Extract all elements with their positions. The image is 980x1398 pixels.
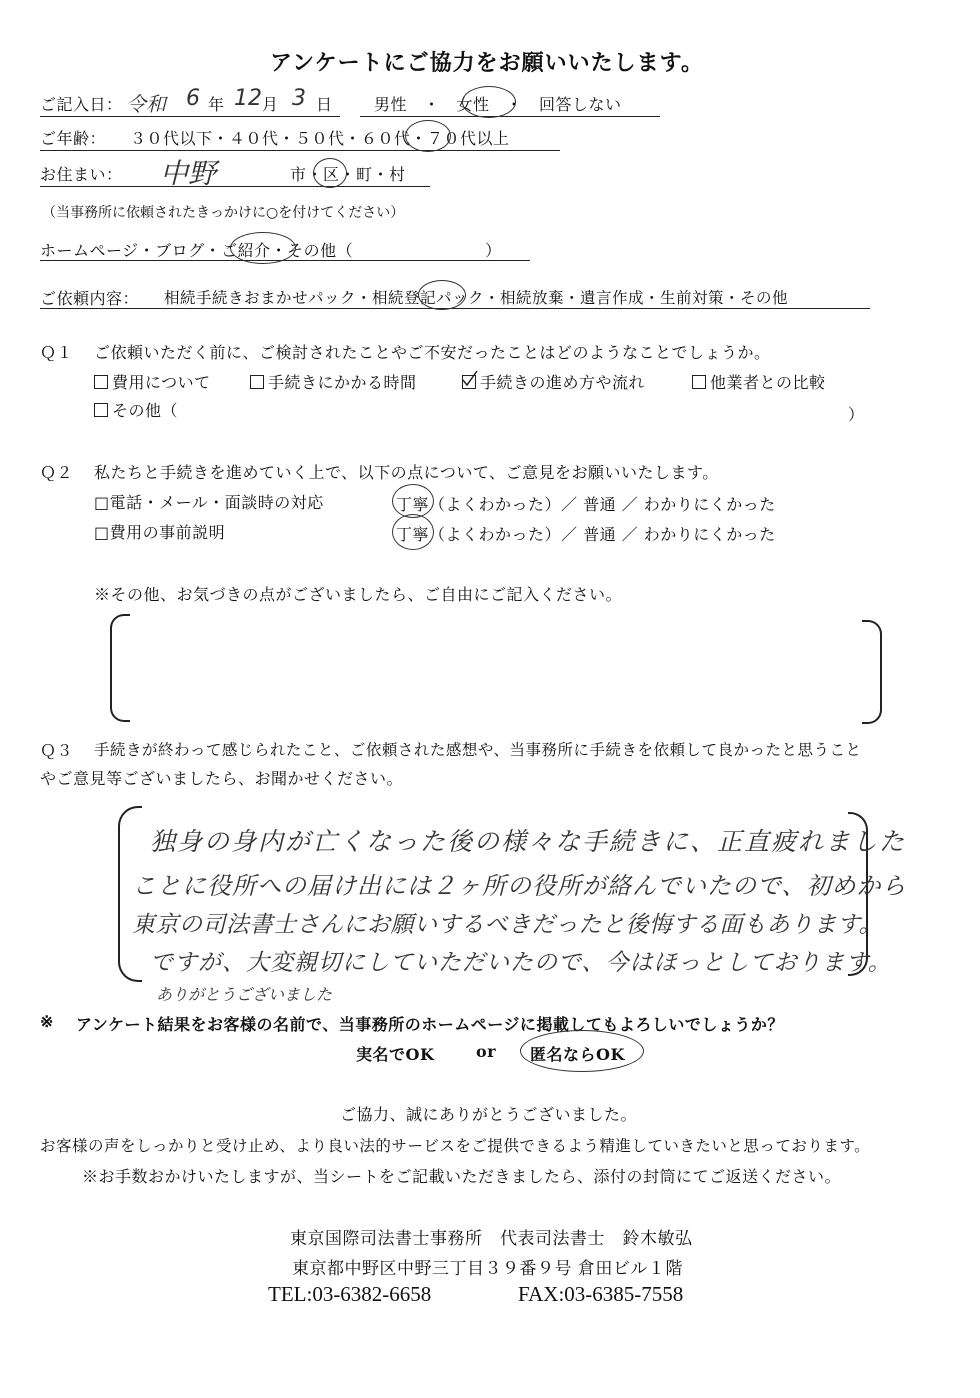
q1-option-compare: 他業者との比較 [692,370,826,393]
age-selected-circle [405,120,451,152]
gender-selected-circle [462,86,516,118]
request-label: ご依頼内容： [40,289,140,308]
q2-question: 私たちと手続きを進めていく上で、以下の点について、ご意見をお願いいたします。 [94,463,719,482]
publish-anonymous: 匿名ならOK [530,1045,625,1064]
q2-row1-selected-circle [392,484,434,518]
request-options: 相続手続きおまかせパック・相続登記パック・相続放棄・遺言作成・生前対策・その他 [164,289,789,307]
office-fax: FAX:03-6385-7558 [518,1282,684,1306]
era-handwritten: 令和 [126,92,166,116]
year-unit: 年 [208,95,225,114]
q2-row-options: 丁寧（よくわかった）／ 普通 ／ わかりにくかった [396,495,776,514]
month-handwritten: 12 [234,86,262,111]
q2-row-label: □電話・メール・面談時の対応 [94,493,324,512]
date-field [40,86,340,117]
answer-line: 東京の司法書士さんにお願いするべきだったと後悔する面もあります。 [132,912,883,938]
month-unit: 月 [262,95,279,114]
q1-option-cost: 費用について [94,370,211,393]
checkbox-icon [250,375,264,389]
q1-option-time: 手続きにかかる時間 [250,370,417,393]
q1-question: ご依頼いただく前に、ご検討されたことやご不安だったことはどのようなことでしょうか。 [94,343,771,362]
age-label: ご年齢： [40,129,107,148]
address-label: お住まい： [40,165,123,184]
request-selected-circle [418,280,466,310]
checkbox-icon [94,375,108,389]
address-handwritten: 中野 [160,157,217,190]
answer-line: ことに役所への届け出には２ヶ所の役所が絡んでいたので、初めから [132,872,907,900]
address-selected-circle [313,158,347,188]
office-name: 東京国際司法書士事務所 代表司法書士 鈴木敏弘 [290,1229,693,1249]
date-label: ご記入日： [40,95,123,114]
trigger-selected-circle [230,232,296,264]
answer-line: 独身の身内が亡くなった後の様々な手続きに、正直疲れました [150,827,907,856]
q2-free-prompt: ※その他、お気づきの点がございましたら、ご自由にご記入ください。 [94,585,623,604]
publish-or: or [476,1042,497,1061]
q2-number: Ｑ２ [40,463,74,482]
comment-bracket-left [110,614,130,722]
checkbox-icon [692,375,706,389]
q1-other-close: ） [848,405,865,424]
closing-thanks: ご協力、誠にありがとうございました。 [340,1105,638,1124]
q2-row-label: □費用の事前説明 [94,523,226,542]
q3-question-line2: やご意見等ございましたら、お聞かせください。 [40,769,404,788]
q2-row-options: 丁寧（よくわかった）／ 普通 ／ わかりにくかった [396,525,776,544]
answer-line: ありがとうございました [156,985,333,1004]
day-handwritten: 3 [292,86,306,111]
age-field [40,124,560,151]
trigger-note: （当事務所に依頼されたきっかけに○を付けてください） [42,205,405,221]
office-tel: TEL:03-6382-6658 [268,1282,432,1306]
closing-line2: お客様の声をしっかりと受け止め、より良い法的サービスをご提供できるよう精進していきたいと思っております。 [40,1137,871,1155]
year-handwritten: 6 [186,86,200,111]
checkbox-checked-icon [462,375,476,389]
publish-selected-circle [520,1030,644,1072]
address-field [40,157,430,190]
q1-number: Ｑ１ [40,343,74,362]
publish-question: アンケート結果をお客様の名前で、当事務所のホームページに掲載してもよろしいでしょうか？ [76,1015,784,1034]
answer-line: ですが、大変親切にしていただいたので、今はほっとしております。 [150,950,892,976]
q1-option-other: その他（ [94,398,178,421]
day-unit: 日 [316,95,333,114]
page-title: アンケートにご協力をお願いいたします。 [270,50,704,76]
publish-mark: ※ [40,1012,54,1031]
trigger-options: ホームページ・ブログ・ご紹介・その他（ ） [40,241,502,260]
q3-number: Ｑ３ [40,741,74,760]
comment-bracket-right [862,620,882,724]
age-options: ３０代以下・４０代・５０代・６０代・７０代以上 [130,129,510,148]
q2-row2-selected-circle [392,514,434,550]
publish-real-name: 実名でOK [356,1045,435,1064]
closing-line3: ※お手数おかけいたしますが、当シートをご記載いただきましたら、添付の封筒にてご返送ください。 [82,1167,842,1186]
q1-option-process: 手続きの進め方や流れ [462,370,645,393]
checkbox-icon [94,403,108,417]
office-address: 東京都中野区中野三丁目３９番９号 倉田ビル１階 [292,1259,683,1279]
address-options: 市・区・町・村 [290,165,406,184]
q3-question-line1: 手続きが終わって感じられたこと、ご依頼された感想や、当事務所に手続きを依頼して良かったと思うこと [94,741,862,759]
gender-options: 男性 ・ 女性 ・ 回答しない [374,95,622,114]
